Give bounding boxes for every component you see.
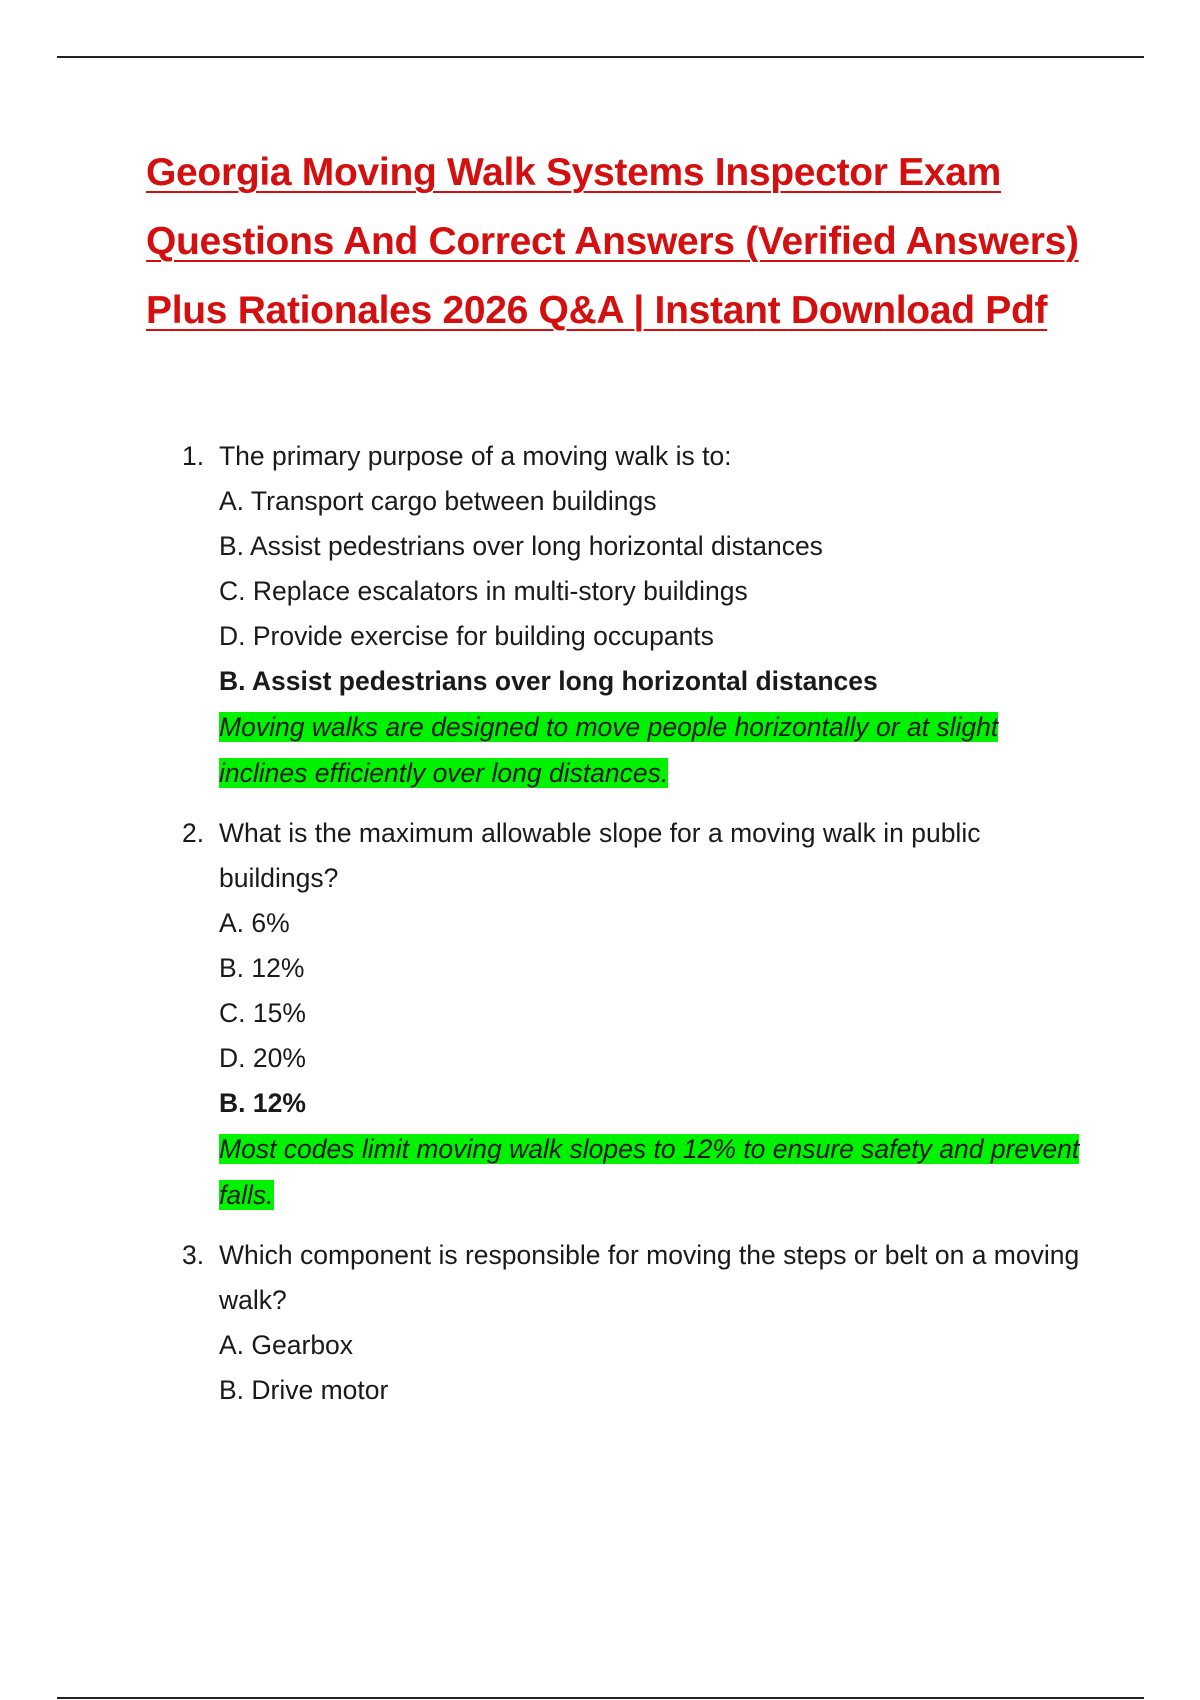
question-item (146, 1233, 1086, 1413)
option-b: B. Drive motor (219, 1375, 389, 1405)
question-item (146, 811, 1086, 1218)
top-divider (57, 56, 1144, 58)
question-list (146, 434, 1086, 1428)
correct-answer: B. 12% (219, 1088, 306, 1118)
question-item (146, 434, 1086, 796)
question-number: 1. (182, 441, 205, 471)
question-number: 3. (182, 1240, 205, 1270)
rationale (219, 1126, 1086, 1218)
option-c: C. Replace escalators in multi-story buildings (219, 576, 748, 606)
question-text: The primary purpose of a moving walk is to: (219, 441, 732, 471)
document-title: Georgia Moving Walk Systems Inspector Exam Questions And Correct Answers (Verified Answers) Plus Rationales 2026 Q&A | Instant Download Pdf (146, 151, 1079, 332)
question-text: Which component is responsible for moving the steps or belt on a moving walk? (219, 1240, 1080, 1315)
option-d: D. 20% (219, 1043, 306, 1073)
rationale (219, 704, 1086, 796)
question-number: 2. (182, 818, 205, 848)
option-b: B. 12% (219, 953, 305, 983)
question-text: What is the maximum allowable slope for a moving walk in public buildings? (219, 818, 981, 893)
option-c: C. 15% (219, 998, 306, 1028)
option-a: A. 6% (219, 908, 290, 938)
correct-answer: B. Assist pedestrians over long horizontal distances (219, 666, 878, 696)
option-a: A. Transport cargo between buildings (219, 486, 657, 516)
option-b: B. Assist pedestrians over long horizontal distances (219, 531, 823, 561)
bottom-divider (57, 1697, 1144, 1699)
option-d: D. Provide exercise for building occupants (219, 621, 714, 651)
rationale-highlight: Moving walks are designed to move people horizontally or at slight inclines efficiently over long distances. (219, 712, 999, 788)
option-a: A. Gearbox (219, 1330, 354, 1360)
rationale-highlight: Most codes limit moving walk slopes to 12% to ensure safety and prevent falls. (219, 1134, 1080, 1210)
